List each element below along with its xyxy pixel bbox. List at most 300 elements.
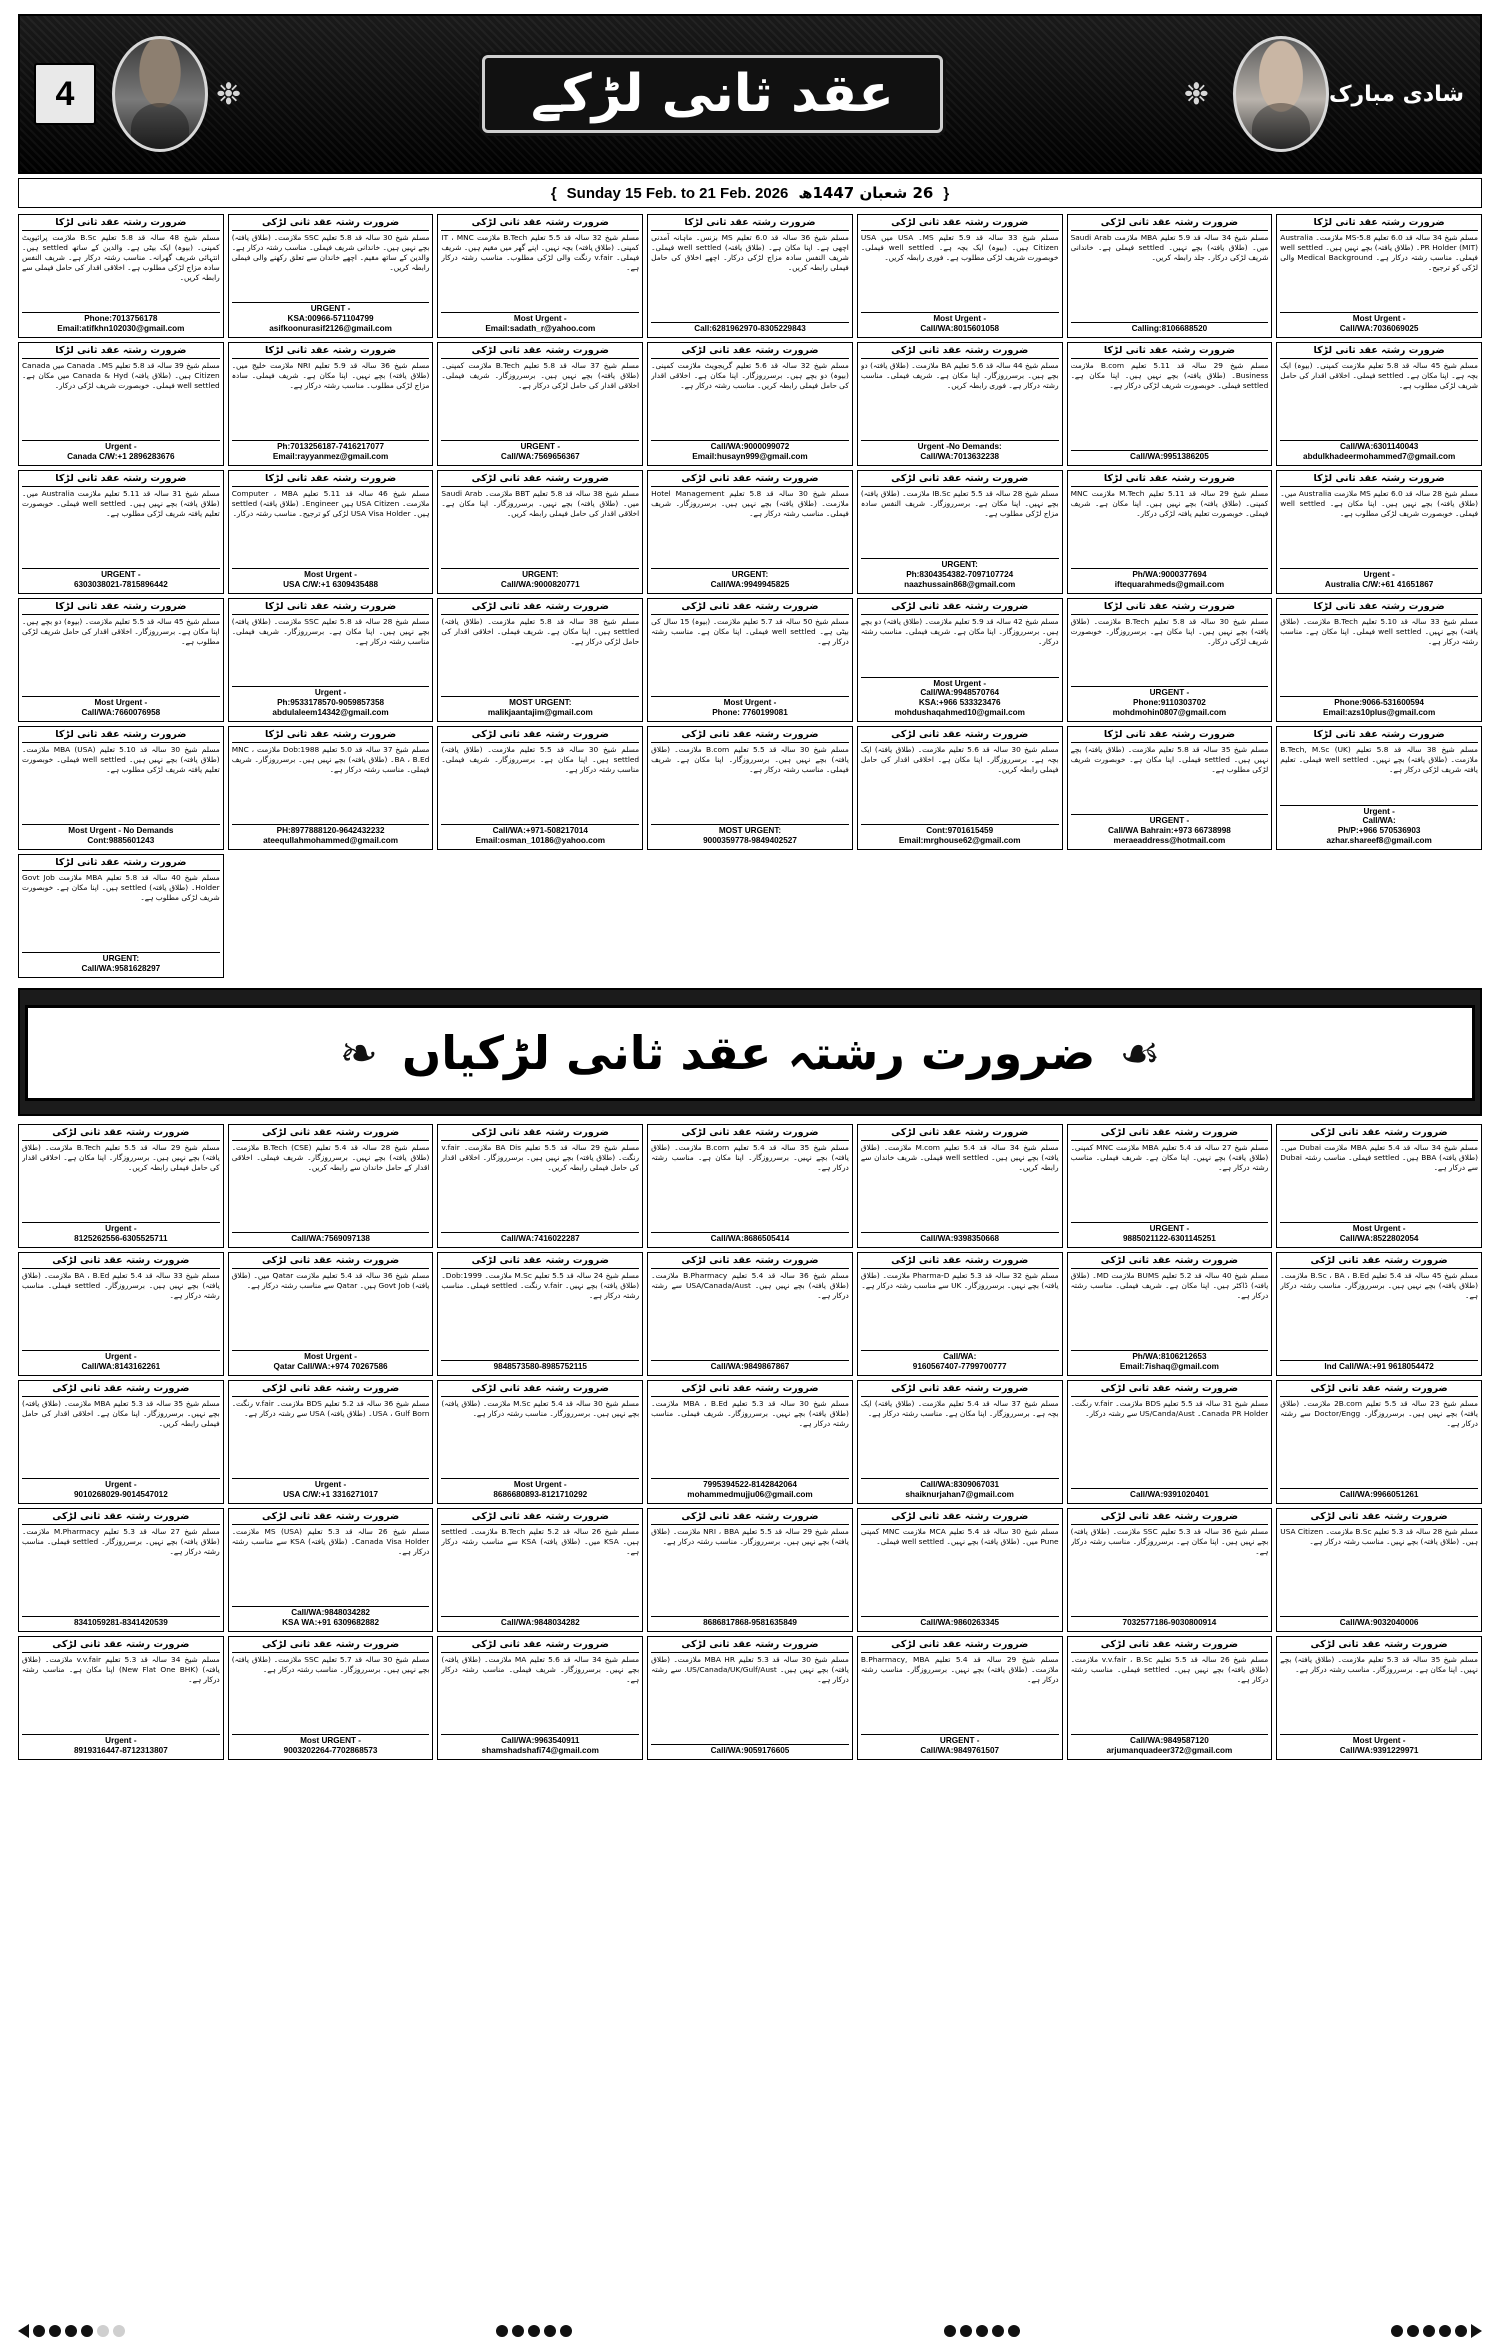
ad-contact-line[interactable]: Most Urgent - [1352,1224,1406,1234]
ad-card[interactable] [647,1508,853,1632]
ad-contact-line[interactable]: Most Urgent - [1352,314,1406,324]
ad-contact[interactable] [232,568,430,590]
ad-contact[interactable] [861,558,1059,590]
ad-contact-line[interactable]: Canada C/W:+1 2896283676 [67,452,175,462]
ad-contact-line[interactable]: URGENT: [102,954,140,964]
ad-contact-line[interactable]: Urgent - [105,1224,137,1234]
ad-contact[interactable] [1280,805,1478,846]
ad-body-text: مسلم شیخ 31 سالہ قد 5.11 تعلیم ملازمت Australia میں۔ (طلاق یافتہ) بچے نہیں ہیں۔ well settled فیملی۔ خوبصورت تعلیم یافتہ شریف لڑکی مطلوب ہے۔ [22,488,220,518]
ad-card[interactable] [1276,598,1482,722]
ad-contact-line[interactable]: MOST URGENT: [718,826,782,836]
ad-contact-line[interactable]: Most Urgent - [513,314,567,324]
ad-contact[interactable] [1071,450,1269,462]
ad-contact[interactable] [22,440,220,462]
ad-contact-line[interactable]: Ph:8304354382-7097107724 [906,570,1014,580]
ad-contact[interactable] [1280,1360,1478,1372]
ad-contact-line[interactable]: Email:rayyanmez@gmail.com [272,452,389,462]
ad-contact[interactable] [651,696,849,718]
ad-card[interactable] [228,214,434,338]
ad-card[interactable] [857,1508,1063,1632]
ad-contact[interactable] [22,1478,220,1500]
ad-contact[interactable] [861,312,1059,334]
ad-contact-line[interactable]: Urgent - [105,1480,137,1490]
ad-contact-line[interactable]: 9848573580-8985752115 [493,1362,587,1372]
ad-contact-line[interactable]: Qatar Call/WA:+974 70267586 [273,1362,388,1372]
ad-contact-line[interactable]: 9003202264-7702868573 [283,1746,378,1756]
ad-contact[interactable] [861,1478,1059,1500]
ad-contact-line[interactable]: meraeaddress@hotmail.com [1113,836,1226,846]
ad-contact[interactable] [861,824,1059,846]
ad-contact[interactable] [441,1478,639,1500]
ad-contact-line[interactable]: Call/WA:8686505414 [710,1234,790,1244]
ad-card[interactable] [857,470,1063,594]
ad-card[interactable] [228,726,434,850]
ad-card[interactable] [437,1508,643,1632]
ad-contact-line[interactable]: Call/WA:9581628297 [81,964,161,974]
ad-card[interactable] [857,1124,1063,1248]
ad-contact-line[interactable]: Call/WA:9848034282 [291,1608,370,1618]
ad-contact-line[interactable]: Most URGENT - [300,1736,362,1746]
ad-contact-line[interactable]: asifkoonurasif2126@gmail.com [269,324,392,334]
ad-card[interactable] [857,342,1063,466]
footer-dot-group [18,2324,125,2338]
ad-contact-line[interactable]: Most Urgent - [304,1352,357,1362]
ad-contact-line[interactable]: 9000359778-9849402527 [703,836,797,846]
ad-contact-line[interactable]: Australia C/W:+61 41651867 [1324,580,1434,590]
ad-contact-line[interactable]: Urgent - [1363,570,1395,580]
ad-contact[interactable] [1071,1734,1269,1756]
ad-body-text: مسلم شیخ 28 سالہ قد 5.8 تعلیم SSC ملازمت۔ (طلاق یافتہ) بچے نہیں ہیں۔ اپنا مکان ہے۔ برسرروزگار۔ شریف فیملی۔ مناسب رشتہ درکار ہے۔ [231,616,430,646]
ad-contact-line[interactable]: Call/WA:9949945825 [710,580,790,590]
ad-card[interactable] [437,1124,643,1248]
ad-contact-line[interactable]: naazhussain868@gmail.com [904,580,1016,590]
ad-heading: ضرورت رشتہ عقد ثانی لڑکی [861,1511,1059,1525]
ad-card[interactable] [647,726,853,850]
ad-contact[interactable] [22,568,220,590]
ad-contact[interactable] [651,1616,849,1628]
ad-body-text: مسلم شیخ 37 سالہ قد 5.8 تعلیم B.Tech ملازمت کمپنی۔ (طلاق یافتہ) بچے نہیں ہیں۔ برسرروزگار۔ شریف فیملی۔ اخلاقی اقدار کی حامل لڑکی درکار ہے۔ [441,360,640,390]
ad-card[interactable] [18,1124,224,1248]
ad-card[interactable] [1276,1636,1482,1760]
ad-contact-line[interactable]: arjumanquadeer372@gmail.com [1106,1746,1233,1756]
ad-contact-line[interactable]: Call/WA:7569097138 [291,1234,370,1244]
ad-contact[interactable] [651,440,849,462]
ad-contact-line[interactable]: mohdushaqahmed10@gmail.com [894,708,1025,718]
ad-contact-line[interactable]: Call/WA:9000099072 [710,442,790,452]
ad-body-text: مسلم شیخ 30 سالہ قد 5.5 تعلیم ملازمت۔ (طلاق یافتہ) settled ہیں۔ اپنا مکان ہے۔ برسرروزگار۔ شریف فیملی۔ مناسب رشتہ درکار ہے۔ [441,744,640,774]
ad-contact-line[interactable]: Call/WA:8143162261 [81,1362,161,1372]
ad-card[interactable] [1276,470,1482,594]
ad-contact-line[interactable]: Most Urgent - [933,314,987,324]
ad-card[interactable] [1067,1124,1273,1248]
ad-contact-line[interactable]: Most Urgent - [933,678,987,688]
ad-contact-line[interactable]: 9010268029-9014547012 [73,1490,168,1500]
ad-contact-line[interactable]: 6303038021-7815896442 [73,580,168,590]
ad-contact[interactable] [232,1478,430,1500]
ad-contact[interactable] [1280,696,1478,718]
ad-card[interactable] [18,470,224,594]
ad-contact-line[interactable]: Ph:9533178570-9059857358 [277,698,385,708]
ad-card[interactable] [437,214,643,338]
ad-card[interactable] [437,1252,643,1376]
ad-contact-line[interactable]: Most Urgent - [94,698,148,708]
ad-card[interactable] [437,598,643,722]
ad-contact[interactable] [1071,1616,1269,1628]
ad-contact[interactable] [22,1734,220,1756]
ad-contact[interactable] [22,1350,220,1372]
ad-contact-line[interactable]: mohammedmujju06@gmail.com [687,1490,813,1500]
ad-contact-line[interactable]: Call/WA:9963540911 [501,1736,580,1746]
ad-contact[interactable] [232,1734,430,1756]
ad-heading: ضرورت رشتہ عقد ثانی لڑکی [1071,1127,1269,1141]
ad-contact-line[interactable]: URGENT - [1149,688,1190,698]
ad-heading: ضرورت رشتہ عقد ثانی لڑکی [232,1255,430,1269]
ad-contact-line[interactable]: Phone:9110303702 [1133,698,1206,708]
ad-contact[interactable] [232,824,430,846]
ad-contact[interactable] [1071,686,1269,718]
ad-contact[interactable] [441,696,639,718]
ad-contact[interactable] [1280,1222,1478,1244]
ad-contact-line[interactable]: Call/WA:9000820771 [500,580,580,590]
ad-contact[interactable] [22,1616,220,1628]
ad-contact[interactable] [861,1350,1059,1372]
ad-contact[interactable] [651,1478,849,1500]
ad-contact[interactable] [651,568,849,590]
ad-contact-line[interactable]: Most Urgent - [513,1480,567,1490]
ad-card[interactable] [857,214,1063,338]
ad-contact-line[interactable]: 8919316447-8712313807 [73,1746,168,1756]
ad-contact[interactable] [232,302,430,334]
ad-heading: ضرورت رشتہ عقد ثانی لڑکی [651,473,849,487]
ad-body-text: مسلم شیخ 36 سالہ قد 5.4 تعلیم ملازمت Qatar میں۔ (طلاق یافتہ) Govt Job ہیں۔ Qatar سے مناسب رشتہ درکار ہے۔ [231,1270,430,1290]
ad-body-text: مسلم شیخ 39 سالہ قد 5.8 تعلیم MS۔ Canada میں Canada Citizen ہیں۔ (طلاق یافتہ) Canada & Hyd میں مکان ہے۔ well settled فیملی۔ خوبصورت شریف لڑکی درکار۔ [22,360,220,390]
ad-contact-line[interactable]: Call/WA:7660076958 [81,708,161,718]
ad-contact[interactable] [232,1350,430,1372]
ad-card[interactable] [1276,1124,1482,1248]
ad-card[interactable] [18,1636,224,1760]
ad-contact-line[interactable]: Most Urgent - [723,698,777,708]
ad-contact-line[interactable]: Call/WA:7013632238 [920,452,1000,462]
ad-card[interactable] [647,342,853,466]
ad-card[interactable] [18,726,224,850]
ad-contact[interactable] [861,1232,1059,1244]
ad-contact[interactable] [861,1616,1059,1628]
ad-contact-line[interactable]: 9885021122-6301145251 [1122,1234,1216,1244]
ad-contact-line[interactable]: Call/WA:+971-508217014 [492,826,588,836]
ad-card[interactable] [437,1380,643,1504]
ad-body-text: مسلم شیخ 29 سالہ قد 5.5 تعلیم B.Tech ملازمت۔ (طلاق یافتہ) بچے نہیں ہیں۔ برسرروزگار۔ اپنا مکان ہے۔ اخلاقی اقدار کی حامل فیملی رابطہ کریں۔ [22,1142,220,1172]
ad-card[interactable] [18,1252,224,1376]
ad-contact-line[interactable]: Call/WA: [1362,816,1396,826]
ad-contact-line[interactable]: Call/WA:9398350668 [920,1234,1000,1244]
ad-contact-line[interactable]: Phone:7013756178 [84,314,158,324]
ad-contact-line[interactable]: Urgent - [314,1480,347,1490]
ad-contact-line[interactable]: ateequllahmohammed@gmail.com [263,836,399,846]
ad-contact-line[interactable]: URGENT: [941,560,978,570]
ad-contact-line[interactable]: Call/WA:9059176605 [710,1746,790,1756]
ad-contact[interactable] [232,686,430,718]
ad-contact-line[interactable]: Call/WA Bahrain:+973 66738998 [1108,826,1231,836]
ad-contact-line[interactable]: URGENT - [1149,816,1190,826]
ad-contact-line[interactable]: USA C/W:+1 6309435488 [283,580,379,590]
ad-card[interactable] [647,1636,853,1760]
ad-contact-line[interactable]: iftequarahmeds@gmail.com [1114,580,1225,590]
ad-contact-line[interactable]: azhar.shareef8@gmail.com [1326,836,1432,846]
ad-contact-line[interactable]: Calling:8106688520 [1131,324,1208,334]
ad-contact-line[interactable]: Call/WA:9948570764 [920,688,1000,698]
ad-contact-line[interactable]: Call/WA: [943,1352,977,1362]
ad-card[interactable] [857,1252,1063,1376]
ad-contact[interactable] [22,824,220,846]
ad-contact-line[interactable]: shamshadshafi74@gmail.com [481,1746,599,1756]
ad-contact-line[interactable]: malikjaantajim@gmail.com [487,708,593,718]
ad-contact[interactable] [861,1734,1059,1756]
ad-body-text: مسلم شیخ 28 سالہ قد 5.4 تعلیم B.Tech (CSE) ملازمت۔ (طلاق یافتہ) بچے نہیں۔ برسرروزگار۔ شریف فیملی۔ اخلاقی اقدار کے حامل خاندان سے رابطہ کریں۔ [231,1142,430,1172]
ad-contact-line[interactable]: Urgent - [314,688,347,698]
ad-contact-line[interactable]: Call/WA:7416022287 [500,1234,580,1244]
ad-card[interactable] [1276,1508,1482,1632]
ad-contact-line[interactable]: Call/WA:6301140043 [1339,442,1419,452]
ad-heading: ضرورت رشتہ عقد ثانی لڑکی [1071,1383,1269,1397]
ad-card[interactable] [437,470,643,594]
ad-contact-line[interactable]: Ind Call/WA:+91 9618054472 [1324,1362,1434,1372]
ad-contact-line[interactable]: Email:atifkhn102030@gmail.com [57,324,185,334]
ad-card[interactable] [1067,1508,1273,1632]
ad-contact-line[interactable]: Call/WA:8309067031 [920,1480,1000,1490]
ad-contact[interactable] [651,1360,849,1372]
ad-contact[interactable] [441,1734,639,1756]
ad-card[interactable] [1276,1252,1482,1376]
ad-contact-line[interactable]: Call/WA:9391020401 [1130,1490,1209,1500]
ad-contact-line[interactable]: Call/WA:9951386205 [1130,452,1209,462]
ad-contact-line[interactable]: URGENT - [101,570,141,580]
ad-contact-line[interactable]: Phone: 7760199081 [712,708,788,718]
ad-contact-line[interactable]: Email:husayn999@gmail.com [692,452,808,462]
ad-contact[interactable] [1071,568,1269,590]
ad-contact[interactable] [861,440,1059,462]
ad-contact-line[interactable]: URGENT - [939,1736,980,1746]
ad-contact-line[interactable]: Urgent - [105,442,137,452]
ad-contact[interactable] [441,1360,639,1372]
ad-contact[interactable] [22,952,220,974]
ad-card[interactable] [647,1124,853,1248]
ad-contact[interactable] [22,312,220,334]
ad-contact[interactable] [232,1232,430,1244]
ad-card[interactable] [647,1380,853,1504]
ad-contact-line[interactable]: shaiknurjahan7@gmail.com [905,1490,1014,1500]
ad-contact[interactable] [861,677,1059,718]
ad-card[interactable] [647,214,853,338]
ad-contact[interactable] [1280,568,1478,590]
ad-contact-line[interactable]: Call/WA:7569656367 [500,452,580,462]
ad-contact-line[interactable]: 8686817868-9581635849 [703,1618,797,1628]
ad-heading: ضرورت رشتہ عقد ثانی لڑکا [1071,729,1269,743]
ad-contact-line[interactable]: abdulaleem14342@gmail.com [272,708,389,718]
ad-card[interactable] [1276,1380,1482,1504]
ad-contact-line[interactable]: abdulkhadeermohammed7@gmail.com [1303,452,1456,462]
ad-contact-line[interactable]: Ph/P:+966 570536903 [1337,826,1421,836]
ad-heading: ضرورت رشتہ عقد ثانی لڑکا [232,601,430,615]
ad-contact-line[interactable]: Most Urgent - [1352,1736,1406,1746]
ad-contact-line[interactable]: MOST URGENT: [509,698,572,708]
ad-contact-line[interactable]: 7032577186-9030800914 [1122,1618,1217,1628]
ad-card[interactable] [647,470,853,594]
ad-card[interactable] [1067,214,1273,338]
ad-contact-line[interactable]: 7995394522-8142842064 [703,1480,797,1490]
ad-card[interactable] [437,1636,643,1760]
ad-card[interactable] [228,598,434,722]
ad-card[interactable] [437,342,643,466]
ad-contact-line[interactable]: URGENT - [520,442,561,452]
ad-heading: ضرورت رشتہ عقد ثانی لڑکی [651,1383,849,1397]
ad-contact-line[interactable]: Cont:9885601243 [87,836,155,846]
ad-contact[interactable] [1071,1488,1269,1500]
ad-contact-line[interactable]: URGENT: [731,570,769,580]
ad-card[interactable] [18,1508,224,1632]
ad-contact-line[interactable]: Urgent -No Demands: [917,442,1002,452]
ad-card[interactable] [228,1380,434,1504]
ad-body-text: مسلم شیخ 27 سالہ قد 5.3 تعلیم M.Pharmacy ملازمت۔ (طلاق یافتہ) بچے نہیں۔ برسرروزگار۔ settled فیملی۔ مناسب رشتہ درکار ہے۔ [22,1526,220,1556]
ad-contact[interactable] [1071,1222,1269,1244]
ad-contact-line[interactable]: mohdmohin0807@gmail.com [1112,708,1227,718]
ad-contact[interactable] [22,1222,220,1244]
section-banner-title: ضرورت رشتہ عقد ثانی لڑکیاں [402,1026,1096,1080]
ad-contact-line[interactable]: URGENT - [1149,1224,1190,1234]
ad-card[interactable] [18,214,224,338]
ad-card[interactable] [228,342,434,466]
ad-contact[interactable] [1280,440,1478,462]
ad-contact[interactable] [1280,312,1478,334]
ad-contact-line[interactable]: Call/WA:9860263345 [920,1618,1000,1628]
ad-contact[interactable] [441,824,639,846]
ad-contact[interactable] [1071,814,1269,846]
ad-contact-line[interactable]: Urgent - [105,1736,137,1746]
ad-card[interactable] [228,1252,434,1376]
ad-contact-line[interactable]: Call/WA:9391229971 [1339,1746,1419,1756]
ad-card[interactable] [228,1636,434,1760]
ad-contact[interactable] [651,824,849,846]
ad-card[interactable] [18,854,224,978]
ad-contact-line[interactable]: Call/WA:9032040006 [1339,1618,1419,1628]
ad-contact-line[interactable]: Email:mrghouse62@gmail.com [898,836,1021,846]
ad-card[interactable] [1067,598,1273,722]
ad-contact-line[interactable]: Call/WA:9849587120 [1130,1736,1209,1746]
ad-contact[interactable] [1071,322,1269,334]
ad-contact[interactable] [22,696,220,718]
ad-card[interactable] [228,470,434,594]
ad-contact-line[interactable]: Call/WA:9966051261 [1339,1490,1419,1500]
ad-card[interactable] [18,342,224,466]
ad-contact[interactable] [441,312,639,334]
ad-card[interactable] [1067,342,1273,466]
ad-contact-line[interactable]: Ph:7013256187-7416217077 [277,442,385,452]
ad-contact-line[interactable]: Call/WA:9849761507 [920,1746,1000,1756]
ad-contact-line[interactable]: Call/WA:8522802054 [1339,1234,1419,1244]
ad-contact-line[interactable]: Call:6281962970-8305229843 [694,324,806,334]
ad-contact-line[interactable]: Cont:9701615459 [926,826,994,836]
ad-contact-line[interactable]: Call/WA:9849867867 [710,1362,790,1372]
ad-contact[interactable] [232,440,430,462]
ad-contact[interactable] [1280,1734,1478,1756]
ad-contact-line[interactable]: 9160567407-7799700777 [912,1362,1007,1372]
ad-contact[interactable] [441,440,639,462]
ad-card[interactable] [1067,1380,1273,1504]
ad-contact-line[interactable]: Phone:9066-531600594 [1334,698,1424,708]
ad-contact-line[interactable]: URGENT: [522,570,559,580]
ad-card[interactable] [1276,342,1482,466]
ad-contact[interactable] [651,1744,849,1756]
ad-card[interactable] [437,726,643,850]
ad-contact-line[interactable]: 8125262556-6305525711 [74,1234,168,1244]
ad-card[interactable] [18,598,224,722]
ad-contact-line[interactable]: USA C/W:+1 3316271017 [283,1490,379,1500]
ad-contact-line[interactable]: 8686680893-8121710292 [493,1490,588,1500]
ad-contact-line[interactable]: Urgent - [1363,806,1395,816]
ad-contact[interactable] [441,1232,639,1244]
ad-contact[interactable] [651,1232,849,1244]
ad-card[interactable] [647,1252,853,1376]
ad-contact-line[interactable]: Email:7ishaq@gmail.com [1119,1362,1219,1372]
ad-body-text: مسلم شیخ 28 سالہ قد 6.0 تعلیم MS ملازمت Australia میں۔ (طلاق یافتہ) بچے نہیں ہیں۔ اپنا مکان ہے۔ well settled فیملی۔ خوبصورت شریف لڑکی مطلوب ہے۔ [1280,488,1478,518]
ad-card[interactable] [228,1508,434,1632]
ad-contact-line[interactable]: KSA:00966-571104799 [287,314,374,324]
ad-card[interactable] [1067,470,1273,594]
ad-card[interactable] [1067,726,1273,850]
ad-contact-line[interactable]: Email:azs10plus@gmail.com [1323,708,1436,718]
ad-contact-line[interactable]: PH:8977888120-9642432232 [276,826,385,836]
ad-contact-line[interactable]: Most Urgent - No Demands [68,826,174,836]
ad-contact-line[interactable]: Email:osman_10186@yahoo.com [475,836,606,846]
ad-contact[interactable] [1280,1488,1478,1500]
ad-card[interactable] [228,1124,434,1248]
ad-heading: ضرورت رشتہ عقد ثانی لڑکا [1280,601,1478,615]
ad-body-text: مسلم شیخ 30 سالہ قد 5.5 تعلیم B.com ملازمت۔ (طلاق یافتہ) بچے نہیں ہیں۔ برسرروزگار۔ اپنا مکان ہے۔ شریف فیملی۔ مناسب رشتہ درکار ہے۔ [651,744,849,774]
ad-contact-line[interactable]: URGENT - [310,304,351,314]
ad-heading: ضرورت رشتہ عقد ثانی لڑکی [651,1511,849,1525]
ad-contact[interactable] [441,568,639,590]
ad-card[interactable] [1276,214,1482,338]
ad-contact-line[interactable]: Email:sadath_r@yahoo.com [485,324,596,334]
ad-body-text: مسلم شیخ 34 سالہ قد 6.0 تعلیم MS-5.8 ملازمت۔ Australia PR Holder (MIT)۔ (طلاق یافتہ) بچے نہیں ہیں۔ well settled فیملی۔ مناسب رشتہ درکار ہے۔ Medical Background والی لڑکی کو ترجیح۔ [1280,232,1478,272]
ad-contact[interactable] [1280,1616,1478,1628]
ad-contact-line[interactable]: Ph/WA:9000377694 [1132,570,1207,580]
ad-contact[interactable] [651,322,849,334]
ad-card[interactable] [18,1380,224,1504]
ad-card[interactable] [857,598,1063,722]
ad-contact-line[interactable]: Urgent - [105,1352,137,1362]
ad-contact-line[interactable]: 8341059281-8341420539 [73,1618,168,1628]
ad-body-text: مسلم شیخ 29 سالہ قد 5.5 تعلیم BA Dis ملازمت۔ v.fair رنگت۔ (طلاق یافتہ) بچے نہیں ہیں۔ برسرروزگار۔ اخلاقی اقدار کی حامل فیملی رابطہ کریں۔ [441,1142,640,1172]
ad-card[interactable] [857,1380,1063,1504]
ad-contact[interactable] [441,1616,639,1628]
ad-card[interactable] [647,598,853,722]
ad-contact-line[interactable]: Ph/WA:8106212653 [1132,1352,1207,1362]
ad-contact-line[interactable]: Call/WA:7036069025 [1339,324,1419,334]
ad-card[interactable] [857,1636,1063,1760]
ad-card[interactable] [1276,726,1482,850]
ad-heading: ضرورت رشتہ عقد ثانی لڑکا [651,217,849,231]
ad-card[interactable] [1067,1636,1273,1760]
ad-contact-line[interactable]: Call/WA:9848034282 [500,1618,580,1628]
ad-contact[interactable] [232,1606,430,1628]
ad-card[interactable] [1067,1252,1273,1376]
ad-contact-line[interactable]: KSA:+966 533323476 [918,698,1001,708]
ad-contact-line[interactable]: Most Urgent - [304,570,357,580]
ad-card[interactable] [857,726,1063,850]
ad-contact[interactable] [1071,1350,1269,1372]
ad-contact-line[interactable]: KSA WA:+91 6309682882 [282,1618,379,1628]
ad-contact-line[interactable]: Call/WA:8015601058 [920,324,1000,334]
